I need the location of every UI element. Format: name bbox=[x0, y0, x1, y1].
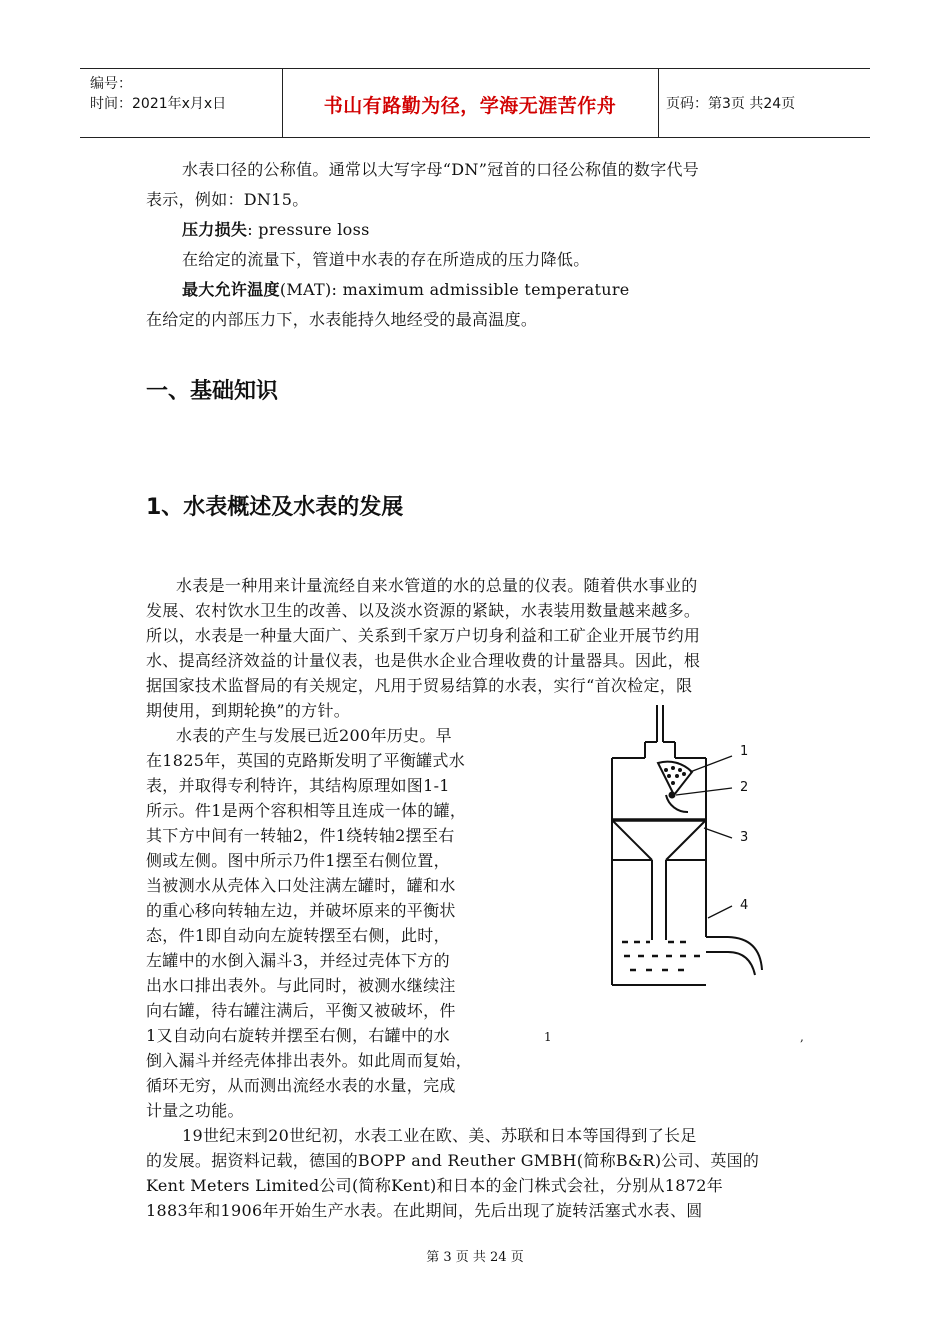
funnel-right bbox=[666, 820, 706, 860]
para-line: 1又自动向右旋转并摆至右侧，右罐中的水 bbox=[146, 1026, 450, 1045]
figure-label-2: 2 bbox=[740, 780, 749, 795]
header-page-label: 页码：第3页 共24页 bbox=[666, 96, 796, 112]
para-line: 水、提高经济效益的计量仪表，也是供水企业合理收费的计量器具。因此，根 bbox=[146, 651, 701, 670]
figure-label-3: 3 bbox=[740, 830, 749, 845]
figure-caption-right: , bbox=[800, 1030, 804, 1044]
para-line: 向右罐，待右罐注满后，平衡又被破坏，件 bbox=[146, 1001, 456, 1020]
intro-line: 表示，例如：DN15。 bbox=[146, 190, 309, 209]
date-label: 时间：2021年x月x日 bbox=[90, 96, 227, 112]
intro-line: 水表口径的公称值。通常以大写字母“DN”冠首的口径公称值的数字代号 bbox=[182, 160, 700, 179]
term-english: : pressure loss bbox=[247, 220, 370, 239]
para-line: 左罐中的水倒入漏斗3，并经过壳体下方的 bbox=[146, 951, 450, 970]
para-line: 1883年和1906年开始生产水表。在此期间，先后出现了旋转活塞式水表、圆 bbox=[146, 1201, 703, 1220]
funnel-left bbox=[612, 820, 652, 860]
para-line: 其下方中间有一转轴2，件1绕转轴2摆至右 bbox=[146, 826, 455, 845]
term-definition: 在给定的内部压力下，水表能持久地经受的最高温度。 bbox=[146, 310, 538, 329]
para-line: 出水口排出表外。与此同时，被测水继续注 bbox=[146, 976, 456, 995]
para-line: Kent Meters Limited公司(简称Kent)和日本的金门株式会社，分别从1872年 bbox=[146, 1176, 724, 1195]
para-line: 水表是一种用来计量流经自来水管道的水的总量的仪表。随着供水事业的 bbox=[176, 576, 698, 595]
section-heading: 一、基础知识 bbox=[146, 379, 279, 404]
para-line: 期使用，到期轮换”的方针。 bbox=[146, 701, 351, 720]
header-meta-cell bbox=[80, 69, 283, 137]
term-mat bbox=[182, 278, 630, 302]
term-bold: 压力损失 bbox=[182, 220, 248, 239]
header-motto-cell bbox=[282, 69, 659, 137]
para-line: 计量之功能。 bbox=[146, 1101, 244, 1120]
pivot-arc bbox=[666, 795, 688, 812]
para-line: 当被测水从壳体入口处注满左罐时，罐和水 bbox=[146, 876, 456, 895]
para-line: 侧或左侧。图中所示乃件1摆至右侧位置， bbox=[146, 851, 450, 870]
para-line: 所以，水表是一种量大面广、关系到千家万户切身利益和工矿企业开展节约用 bbox=[146, 626, 701, 645]
term-bold: 最大允许温度 bbox=[182, 280, 280, 299]
para-line: 发展、农村饮水卫生的改善、以及淡水资源的紧缺，水表装用数量越来越多。 bbox=[146, 601, 701, 620]
para-line: 的重心移向转轴左边，并破坏原来的平衡状 bbox=[146, 901, 456, 920]
figure-label-4: 4 bbox=[740, 898, 749, 913]
para-line: 倒入漏斗并经壳体排出表外。如此周而复始， bbox=[146, 1051, 473, 1070]
para-line: 表，并取得专利特许，其结构原理如图1-1 bbox=[146, 776, 450, 795]
term-definition: 在给定的流量下，管道中水表的存在所造成的压力降低。 bbox=[182, 250, 590, 269]
number-label: 编号： bbox=[90, 76, 132, 92]
para-line: 据国家技术监督局的有关规定，凡用于贸易结算的水表，实行“首次检定，限 bbox=[146, 676, 693, 695]
subsection-heading: 1、水表概述及水表的发展 bbox=[146, 495, 404, 520]
para-line: 循环无穷，从而测出流经水表的水量，完成 bbox=[146, 1076, 456, 1095]
para-line: 所示。件1是两个容积相等且连成一体的罐， bbox=[146, 801, 467, 820]
para-line: 水表的产生与发展已近200年历史。早 bbox=[176, 726, 452, 745]
para-line: 19世纪末到20世纪初，水表工业在欧、美、苏联和日本等国得到了长足 bbox=[182, 1126, 697, 1145]
header-page-cell bbox=[658, 69, 870, 137]
term-english: (MAT): maximum admissible temperature bbox=[279, 280, 630, 299]
pivot-shaft bbox=[669, 792, 676, 799]
page-header bbox=[80, 68, 870, 138]
tilting-tank bbox=[658, 762, 692, 795]
balance-tank-meter-diagram bbox=[600, 700, 800, 1000]
figure-caption-left: 1 bbox=[544, 1030, 552, 1044]
para-line: 在1825年，英国的克路斯发明了平衡罐式水 bbox=[146, 751, 466, 770]
term-pressure-loss bbox=[182, 218, 370, 242]
header-motto: 书山有路勤为径，学海无涯苦作舟 bbox=[323, 95, 617, 117]
figure-label-1: 1 bbox=[740, 744, 749, 759]
para-line: 态，件1即自动向左旋转摆至右侧，此时， bbox=[146, 926, 450, 945]
para-line: 的发展。据资料记载，德国的BOPP and Reuther GMBH(简称B&R)公司、英国的 bbox=[146, 1151, 760, 1170]
page-footer: 第 3 页 共 24 页 bbox=[426, 1250, 524, 1265]
